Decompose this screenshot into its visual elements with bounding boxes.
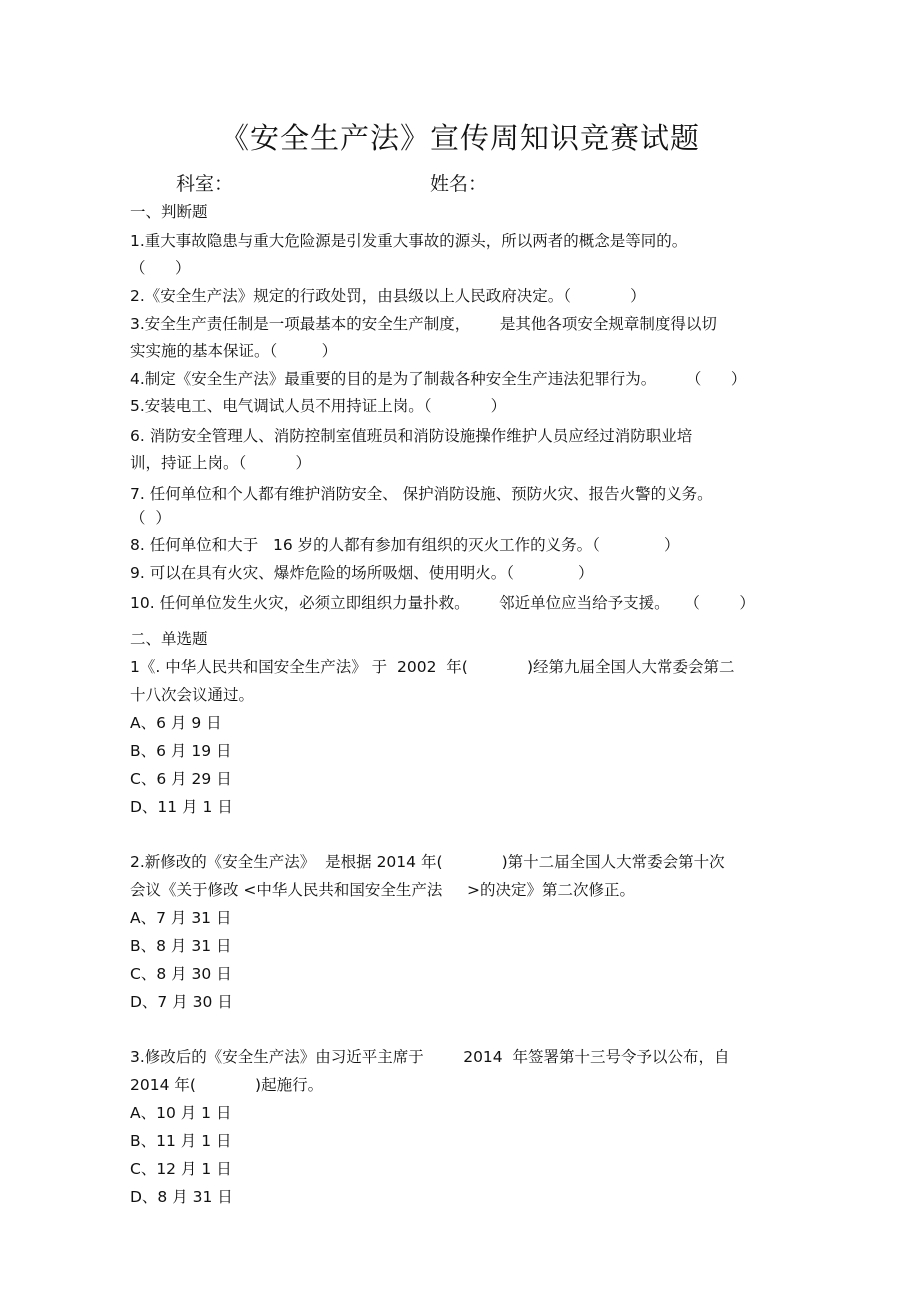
question-line: 4.制定《安全生产法》最重要的目的是为了制裁各种安全生产违法犯罪行为。 （ ） [130,370,747,388]
choice-option: D、8 月 31 日 [130,1188,233,1206]
choice-option: A、10 月 1 日 [130,1104,232,1122]
question-line: 1《. 中华人民共和国安全生产法》 于 2002 年( )经第九届全国人大常委会第二 [130,658,735,676]
answer-blank: （ ） [130,509,171,527]
choice-option: D、11 月 1 日 [130,798,233,816]
question-line: 8. 任何单位和大于 16 岁的人都有参加有组织的灭火工作的义务。（ ） [130,536,680,554]
choice-option: D、7 月 30 日 [130,993,233,1011]
question-line: 3.安全生产责任制是一项最基本的安全生产制度， 是其他各项安全规章制度得以切 [130,315,717,333]
choice-option: B、11 月 1 日 [130,1132,232,1150]
page-title: 《安全生产法》宣传周知识竞赛试题 [219,121,700,155]
section-heading-judgment: 一、判断题 [130,203,208,221]
question-line: 6. 消防安全管理人、消防控制室值班员和消防设施操作维护人员应经过消防职业培 [130,427,693,445]
question-line: 9. 可以在具有火灾、爆炸危险的场所吸烟、使用明火。（ ） [130,564,594,582]
question-line: 十八次会议通过。 [130,686,255,704]
choice-option: B、8 月 31 日 [130,937,232,955]
choice-option: A、6 月 9 日 [130,714,222,732]
question-line: 7. 任何单位和个人都有维护消防安全、 保护消防设施、预防火灾、报告火警的义务。 [130,485,713,503]
question-line: 2.《安全生产法》规定的行政处罚，由县级以上人民政府决定。（ ） [130,287,646,305]
choice-option: C、6 月 29 日 [130,770,232,788]
question-line: 会议《关于修改 <中华人民共和国安全生产法 >的决定》第二次修正。 [130,881,636,899]
question-line: 10. 任何单位发生火灾，必须立即组织力量扑救。 邻近单位应当给予支援。 （ ） [130,594,755,612]
question-line: 训，持证上岗。（ ） [130,454,312,472]
question-line: 2014 年( )起施行。 [130,1076,324,1094]
choice-option: C、8 月 30 日 [130,965,232,983]
choice-option: C、12 月 1 日 [130,1160,232,1178]
choice-option: A、7 月 31 日 [130,909,232,927]
dept-label: 科室： [176,173,234,195]
question-line: 2.新修改的《安全生产法》 是根据 2014 年( )第十二届全国人大常委会第十次 [130,853,725,871]
question-line: 实实施的基本保证。（ ） [130,342,338,360]
question-line: 5.安装电工、电气调试人员不用持证上岗。（ ） [130,397,507,415]
choice-option: B、6 月 19 日 [130,742,232,760]
section-heading-single-choice: 二、单选题 [130,630,208,648]
name-label: 姓名： [430,173,488,195]
question-line: 1.重大事故隐患与重大危险源是引发重大事故的源头，所以两者的概念是等同的。 [130,232,688,250]
answer-blank: （ ） [130,259,191,277]
question-line: 3.修改后的《安全生产法》由习近平主席于 2014 年签署第十三号令予以公布，自 [130,1048,730,1066]
